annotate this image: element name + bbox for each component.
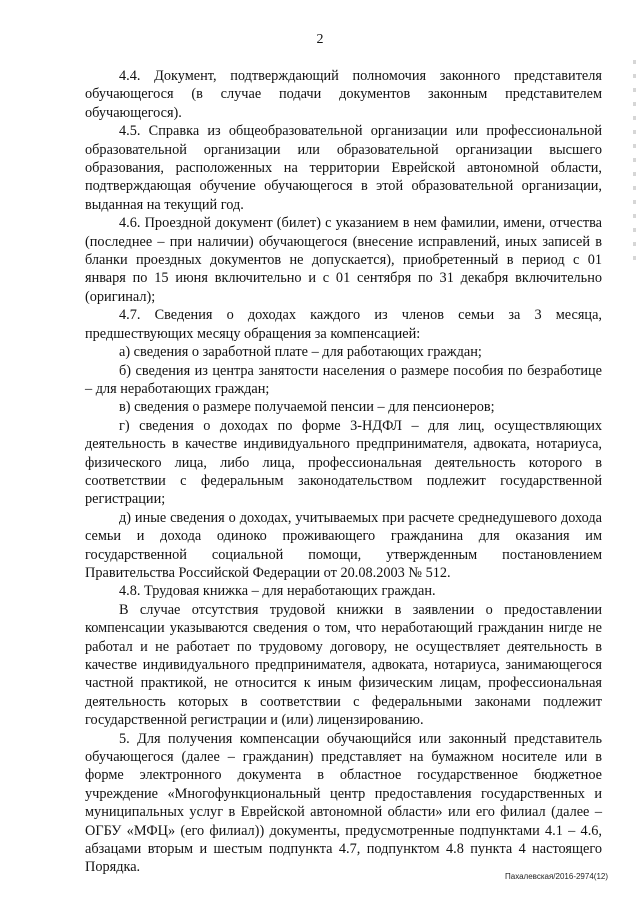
document-body (85, 67, 602, 877)
scan-edge-marks (633, 60, 636, 270)
paragraph: д) иные сведения о доходах, учитываемых при расчете среднедушевого дохода семьи и дохода одиноко проживающего гражданина для оказания им государственной социальной помощи, утвержденным постановлением Правительства Российской Федерации от 20.08.2003 № 512. (85, 509, 602, 581)
paragraph: в) сведения о размере получаемой пенсии – для пенсионеров; (119, 399, 495, 416)
document-footer-code: Пахалевская/2016-2974(12) (505, 872, 608, 881)
paragraph: 5. Для получения компенсации обучающийся или законный представитель обучающегося (далее – гражданин) представляет на бумажном носителе или в форме электронного документа в областное государственное бюджетное учреждение «Многофункциональный центр предоставления государственных и муниципальных услуг в Еврейской автономной области» или его филиал (далее – ОГБУ «МФЦ» (его филиал)) документы, предусмотренные подпунктами 4.1 – 4.6, абзацами вторым и шестым подпункта 4.7, подпунктом 4.8 пункта 4 настоящего Порядка. (85, 730, 602, 876)
page-number: 2 (316, 32, 324, 47)
paragraph: 4.5. Справка из общеобразовательной организации или профессиональной образовательной организации или образовательной организации высшего образования, расположенных на территории Еврейской автономной области, подтверждающая обучение обучающегося в этой образовательной организации, выданная на текущий год. (85, 123, 602, 213)
paragraph: 4.8. Трудовая книжка – для неработающих граждан. (119, 583, 436, 600)
paragraph: а) сведения о заработной плате – для работающих граждан; (119, 344, 482, 361)
paragraph: В случае отсутствия трудовой книжки в заявлении о предоставлении компенсации указываются сведения о том, что неработающий гражданин нигде не работал и не работает по трудовому договору, не осуществляет деятельность в качестве индивидуального предпринимателя, адвоката, нотариуса, занимающегося частной практикой, не относится к иным физическим лицам, профессиональная деятельность которых в соответствии с федеральными законами подлежит государственной регистрации и (или) лицензированию. (85, 601, 602, 729)
paragraph: 4.6. Проездной документ (билет) с указанием в нем фамилии, имени, отчества (последнее – при наличии) обучающегося (внесение исправлений, иных записей в бланки проездных документов не допускается), приобретенный в период с 01 января по 15 июня включительно и с 01 сентября по 31 декабря включительно (оригинал); (85, 215, 602, 305)
paragraph: 4.7. Сведения о доходах каждого из членов семьи за 3 месяца, предшествующих месяцу обращения за компенсацией: (85, 307, 602, 342)
paragraph: г) сведения о доходах по форме 3-НДФЛ – для лиц, осуществляющих деятельность в качестве индивидуального предпринимателя, адвоката, нотариуса, физического лица, либо лица, профессиональная деятельность которого в соответствии с федеральным законодательством подлежит государственной регистрации; (85, 417, 602, 508)
paragraph: б) сведения из центра занятости населения о размере пособия по безработице – для неработающих граждан; (85, 362, 602, 397)
paragraph: 4.4. Документ, подтверждающий полномочия законного представителя обучающегося (в случае подачи документов законным представителем обучающегося). (85, 68, 602, 121)
